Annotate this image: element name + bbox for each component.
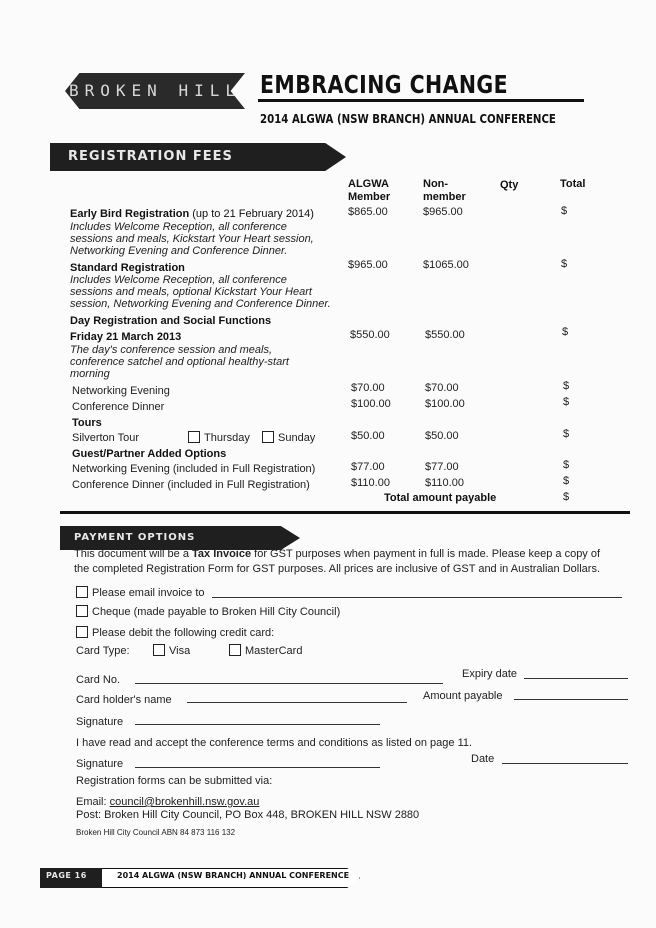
signature-2-label: Signature <box>76 758 124 770</box>
cheque-option[interactable]: Cheque (made payable to Broken Hill City Council) <box>76 605 340 618</box>
card-holder-field[interactable] <box>187 702 407 703</box>
footer-page-number: PAGE 16 <box>46 871 87 880</box>
mastercard-option[interactable]: MasterCard <box>229 644 302 657</box>
guest-dinner-total[interactable]: $ <box>563 475 570 487</box>
networking-non-member-price: $70.00 <box>425 382 459 394</box>
networking-member-price: $70.00 <box>351 382 385 394</box>
signature-field[interactable] <box>135 724 380 725</box>
card-no-field[interactable] <box>135 683 443 684</box>
title-rule <box>258 99 584 102</box>
standard-member-price: $965.00 <box>348 259 388 271</box>
early-bird-title: Early Bird Registration (up to 21 February 2014) <box>70 208 314 220</box>
day-reg-desc: The day's conference session and meals, conference satchel and optional healthy-start morning <box>70 344 289 380</box>
page-subtitle: 2014 ALGWA (NSW BRANCH) ANNUAL CONFERENCE <box>260 112 556 126</box>
logo-text: BROKEN HILL <box>69 81 241 100</box>
submit-heading: Registration forms can be submitted via: <box>76 775 273 787</box>
payment-banner-label: PAYMENT OPTIONS <box>74 532 196 543</box>
thursday-checkbox[interactable] <box>188 431 200 443</box>
col-header-member: ALGWA Member <box>348 178 391 203</box>
amount-payable-label: Amount payable <box>423 690 503 702</box>
card-type-label: Card Type: <box>76 645 130 657</box>
col-header-qty: Qty <box>500 179 519 191</box>
email-invoice-checkbox[interactable] <box>76 586 88 598</box>
day-total[interactable]: $ <box>562 326 569 338</box>
day-reg-date: Friday 21 March 2013 <box>70 331 182 343</box>
col-header-total: Total <box>560 178 586 190</box>
visa-checkbox[interactable] <box>153 644 165 656</box>
standard-non-member-price: $1065.00 <box>423 259 469 271</box>
early-bird-non-member-price: $965.00 <box>423 206 463 218</box>
guest-networking-label: Networking Evening (included in Full Registration) <box>72 463 316 475</box>
networking-label: Networking Evening <box>72 385 170 397</box>
thursday-option[interactable]: Thursday <box>188 431 250 444</box>
page-title: EMBRACING CHANGE <box>260 70 509 99</box>
credit-card-checkbox[interactable] <box>76 626 88 638</box>
post-address: Post: Broken Hill City Council, PO Box 448, BROKEN HILL NSW 2880 <box>76 809 420 821</box>
standard-title: Standard Registration <box>70 262 185 274</box>
early-bird-desc: Includes Welcome Reception, all conference sessions and meals, Kickstart Your Heart session, Networking Evening and Conference Dinner. <box>70 221 314 257</box>
email-invoice-option[interactable]: Please email invoice to <box>76 586 205 599</box>
early-bird-total[interactable]: $ <box>561 205 568 217</box>
guest-networking-member-price: $77.00 <box>351 461 385 473</box>
expiry-label: Expiry date <box>462 668 518 680</box>
total-amount-label: Total amount payable <box>384 492 497 504</box>
silverton-label: Silverton Tour <box>72 432 140 444</box>
visa-option[interactable]: Visa <box>153 644 190 657</box>
dinner-non-member-price: $100.00 <box>425 398 465 410</box>
tour-member-price: $50.00 <box>351 430 385 442</box>
dinner-total[interactable]: $ <box>563 396 570 408</box>
dinner-label: Conference Dinner <box>72 401 165 413</box>
abn-text: Broken Hill City Council ABN 84 873 116 132 <box>76 828 236 837</box>
standard-desc: Includes Welcome Reception, all conference sessions and meals, optional Kickstart Your Heart session, Networking Evening and Conference Dinner. <box>70 274 331 310</box>
registration-banner-label: REGISTRATION FEES <box>68 149 233 164</box>
tax-invoice-paragraph: This document will be a Tax Invoice for GST purposes when payment in full is made. Please keep a copy of the completed Registration Form for GST purposes. All prices are inclusive of GST and in Australian Dollars. <box>74 548 601 575</box>
networking-total[interactable]: $ <box>563 380 570 392</box>
day-member-price: $550.00 <box>350 329 390 341</box>
email-line: Email: council@brokenhill.nsw.gov.au <box>76 796 260 808</box>
early-bird-member-price: $865.00 <box>348 206 388 218</box>
sunday-checkbox[interactable] <box>262 431 274 443</box>
date-label: Date <box>471 753 495 765</box>
col-header-non-member: Non- member <box>423 178 466 203</box>
tours-title: Tours <box>72 417 102 429</box>
sunday-option[interactable]: Sunday <box>262 431 315 444</box>
guest-title: Guest/Partner Added Options <box>72 448 227 460</box>
date-field[interactable] <box>502 763 628 764</box>
mastercard-checkbox[interactable] <box>229 644 241 656</box>
credit-card-option[interactable]: Please debit the following credit card: <box>76 626 274 639</box>
guest-networking-non-member-price: $77.00 <box>425 461 459 473</box>
guest-dinner-non-member-price: $110.00 <box>425 477 464 489</box>
standard-total[interactable]: $ <box>561 258 568 270</box>
terms-statement: I have read and accept the conference terms and conditions as listed on page 11. <box>76 737 473 749</box>
guest-dinner-label: Conference Dinner (included in Full Registration) <box>72 479 310 491</box>
expiry-field[interactable] <box>524 678 628 679</box>
guest-networking-total[interactable]: $ <box>563 459 570 471</box>
footer-title: 2014 ALGWA (NSW BRANCH) ANNUAL CONFERENCE <box>117 871 350 880</box>
signature-2-field[interactable] <box>135 767 380 768</box>
guest-dinner-member-price: $110.00 <box>351 477 390 489</box>
cheque-checkbox[interactable] <box>76 605 88 617</box>
signature-label: Signature <box>76 716 124 728</box>
section-divider <box>60 511 630 514</box>
dinner-member-price: $100.00 <box>351 398 391 410</box>
email-invoice-field[interactable] <box>212 597 622 598</box>
total-amount-value[interactable]: $ <box>563 491 570 503</box>
tour-total[interactable]: $ <box>563 428 570 440</box>
day-reg-title: Day Registration and Social Functions <box>70 315 272 327</box>
card-no-label: Card No. <box>76 674 121 686</box>
card-holder-label: Card holder's name <box>76 694 172 706</box>
email-link[interactable]: council@brokenhill.nsw.gov.au <box>109 796 260 808</box>
day-non-member-price: $550.00 <box>425 329 465 341</box>
amount-payable-field[interactable] <box>514 699 628 700</box>
tour-non-member-price: $50.00 <box>425 430 459 442</box>
